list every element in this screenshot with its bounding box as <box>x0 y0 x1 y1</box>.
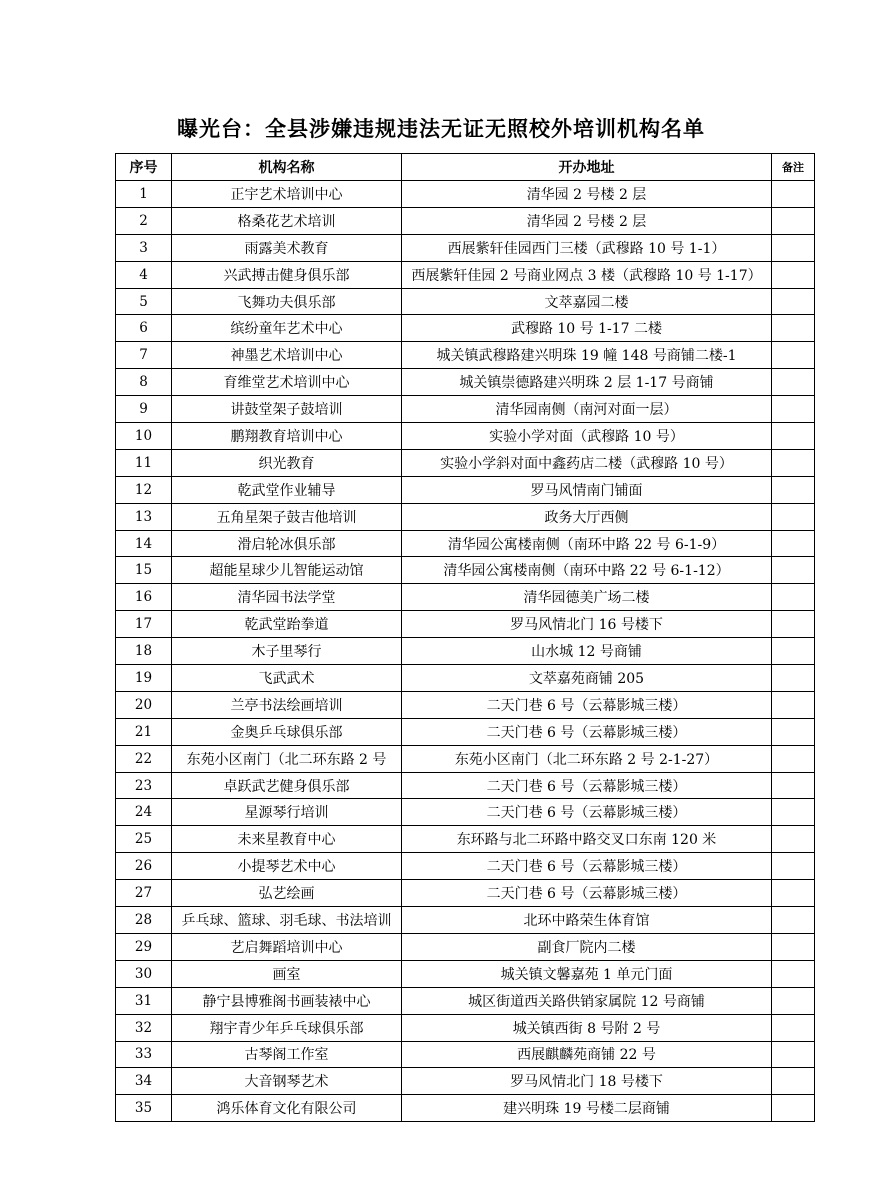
cell-serial-number: 8 <box>116 369 172 396</box>
cell-institution-name: 讲鼓堂架子鼓培训 <box>172 396 402 423</box>
table-row <box>116 557 815 584</box>
cell-note <box>772 907 815 934</box>
cell-institution-name: 超能星球少儿智能运动馆 <box>172 557 402 584</box>
cell-address: 北环中路荣生体育馆 <box>402 907 772 934</box>
cell-note <box>772 960 815 987</box>
cell-institution-name: 格桑花艺术培训 <box>172 207 402 234</box>
cell-address: 城关镇武穆路建兴明珠 19 幢 148 号商铺二楼-1 <box>402 342 772 369</box>
cell-note <box>772 826 815 853</box>
cell-note <box>772 638 815 665</box>
table-row <box>116 799 815 826</box>
cell-address: 山水城 12 号商铺 <box>402 638 772 665</box>
table-row <box>116 584 815 611</box>
cell-address: 武穆路 10 号 1-17 二楼 <box>402 315 772 342</box>
cell-address: 西展紫轩佳园 2 号商业网点 3 楼（武穆路 10 号 1-17） <box>402 261 772 288</box>
cell-note <box>772 1014 815 1041</box>
cell-institution-name: 小提琴艺术中心 <box>172 853 402 880</box>
cell-institution-name: 滑启轮冰俱乐部 <box>172 530 402 557</box>
table-row <box>116 342 815 369</box>
cell-address: 清华园德美广场二楼 <box>402 584 772 611</box>
cell-institution-name: 东苑小区南门（北二环东路 2 号 <box>172 745 402 772</box>
cell-serial-number: 21 <box>116 718 172 745</box>
table-row <box>116 1095 815 1122</box>
table-row <box>116 423 815 450</box>
cell-note <box>772 315 815 342</box>
table-row <box>116 960 815 987</box>
cell-institution-name: 织光教育 <box>172 449 402 476</box>
cell-note <box>772 611 815 638</box>
cell-note <box>772 288 815 315</box>
cell-serial-number: 5 <box>116 288 172 315</box>
cell-address: 城区街道西关路供销家属院 12 号商铺 <box>402 987 772 1014</box>
cell-note <box>772 369 815 396</box>
cell-note <box>772 476 815 503</box>
cell-address: 西展紫轩佳园西门三楼（武穆路 10 号 1-1） <box>402 234 772 261</box>
cell-serial-number: 18 <box>116 638 172 665</box>
cell-institution-name: 飞舞功夫俱乐部 <box>172 288 402 315</box>
table-row <box>116 691 815 718</box>
cell-address: 东苑小区南门（北二环东路 2 号 2-1-27） <box>402 745 772 772</box>
cell-serial-number: 33 <box>116 1041 172 1068</box>
cell-note <box>772 530 815 557</box>
cell-note <box>772 584 815 611</box>
cell-institution-name: 翔宇青少年乒乓球俱乐部 <box>172 1014 402 1041</box>
table-row <box>116 476 815 503</box>
cell-serial-number: 25 <box>116 826 172 853</box>
table-row <box>116 826 815 853</box>
table-row <box>116 718 815 745</box>
cell-note <box>772 1068 815 1095</box>
cell-note <box>772 987 815 1014</box>
cell-address: 二天门巷 6 号（云幕影城三楼） <box>402 799 772 826</box>
header-serial-number: 序号 <box>116 154 172 181</box>
cell-serial-number: 29 <box>116 933 172 960</box>
institution-table <box>115 153 815 1122</box>
cell-note <box>772 234 815 261</box>
cell-address: 罗马风情北门 16 号楼下 <box>402 611 772 638</box>
cell-serial-number: 4 <box>116 261 172 288</box>
cell-serial-number: 2 <box>116 207 172 234</box>
cell-serial-number: 26 <box>116 853 172 880</box>
cell-address: 二天门巷 6 号（云幕影城三楼） <box>402 772 772 799</box>
cell-institution-name: 缤纷童年艺术中心 <box>172 315 402 342</box>
table-row <box>116 449 815 476</box>
cell-institution-name: 弘艺绘画 <box>172 880 402 907</box>
cell-note <box>772 503 815 530</box>
cell-serial-number: 15 <box>116 557 172 584</box>
cell-address: 二天门巷 6 号（云幕影城三楼） <box>402 718 772 745</box>
table-row <box>116 369 815 396</box>
cell-note <box>772 772 815 799</box>
cell-serial-number: 7 <box>116 342 172 369</box>
cell-note <box>772 181 815 208</box>
table-row <box>116 1068 815 1095</box>
table-row <box>116 261 815 288</box>
cell-note <box>772 557 815 584</box>
cell-address: 城关镇崇德路建兴明珠 2 层 1-17 号商铺 <box>402 369 772 396</box>
cell-note <box>772 207 815 234</box>
table-row <box>116 853 815 880</box>
cell-institution-name: 鹏翔教育培训中心 <box>172 423 402 450</box>
cell-address: 清华园 2 号楼 2 层 <box>402 207 772 234</box>
cell-note <box>772 799 815 826</box>
cell-institution-name: 古琴阁工作室 <box>172 1041 402 1068</box>
cell-address: 清华园 2 号楼 2 层 <box>402 181 772 208</box>
cell-serial-number: 28 <box>116 907 172 934</box>
table-row <box>116 611 815 638</box>
cell-serial-number: 22 <box>116 745 172 772</box>
cell-serial-number: 6 <box>116 315 172 342</box>
cell-note <box>772 853 815 880</box>
cell-institution-name: 兴武搏击健身俱乐部 <box>172 261 402 288</box>
cell-note <box>772 423 815 450</box>
cell-serial-number: 1 <box>116 181 172 208</box>
header-institution-name: 机构名称 <box>172 154 402 181</box>
cell-note <box>772 718 815 745</box>
cell-address: 城关镇西街 8 号附 2 号 <box>402 1014 772 1041</box>
cell-serial-number: 12 <box>116 476 172 503</box>
cell-note <box>772 745 815 772</box>
cell-institution-name: 星源琴行培训 <box>172 799 402 826</box>
table-row <box>116 933 815 960</box>
cell-address: 二天门巷 6 号（云幕影城三楼） <box>402 691 772 718</box>
cell-institution-name: 静宁县博雅阁书画装裱中心 <box>172 987 402 1014</box>
cell-institution-name: 五角星架子鼓吉他培训 <box>172 503 402 530</box>
cell-note <box>772 1095 815 1122</box>
cell-address: 二天门巷 6 号（云幕影城三楼） <box>402 853 772 880</box>
cell-note <box>772 396 815 423</box>
cell-institution-name: 木子里琴行 <box>172 638 402 665</box>
table-row <box>116 503 815 530</box>
header-note: 备注 <box>772 154 815 181</box>
cell-note <box>772 665 815 692</box>
cell-serial-number: 11 <box>116 449 172 476</box>
cell-address: 清华园南侧（南河对面一层） <box>402 396 772 423</box>
cell-address: 清华园公寓楼南侧（南环中路 22 号 6-1-12） <box>402 557 772 584</box>
cell-serial-number: 19 <box>116 665 172 692</box>
cell-address: 清华园公寓楼南侧（南环中路 22 号 6-1-9） <box>402 530 772 557</box>
cell-note <box>772 342 815 369</box>
cell-serial-number: 32 <box>116 1014 172 1041</box>
table-row <box>116 530 815 557</box>
cell-serial-number: 24 <box>116 799 172 826</box>
cell-address: 罗马风情南门铺面 <box>402 476 772 503</box>
cell-institution-name: 鸿乐体育文化有限公司 <box>172 1095 402 1122</box>
table-row <box>116 880 815 907</box>
cell-institution-name: 兰亭书法绘画培训 <box>172 691 402 718</box>
cell-serial-number: 14 <box>116 530 172 557</box>
cell-institution-name: 乾武堂作业辅导 <box>172 476 402 503</box>
page-title: 曝光台：全县涉嫌违规违法无证无照校外培训机构名单 <box>177 117 705 141</box>
cell-institution-name: 卓跃武艺健身俱乐部 <box>172 772 402 799</box>
table-row <box>116 1041 815 1068</box>
table-row <box>116 288 815 315</box>
cell-address: 东环路与北二环路中路交叉口东南 120 米 <box>402 826 772 853</box>
cell-address: 西展麒麟苑商铺 22 号 <box>402 1041 772 1068</box>
header-address: 开办地址 <box>402 154 772 181</box>
cell-serial-number: 17 <box>116 611 172 638</box>
table-row <box>116 665 815 692</box>
cell-serial-number: 13 <box>116 503 172 530</box>
cell-institution-name: 画室 <box>172 960 402 987</box>
cell-address: 文萃嘉苑商铺 205 <box>402 665 772 692</box>
cell-note <box>772 1041 815 1068</box>
cell-address: 文萃嘉园二楼 <box>402 288 772 315</box>
cell-address: 城关镇文馨嘉苑 1 单元门面 <box>402 960 772 987</box>
cell-address: 实验小学对面（武穆路 10 号） <box>402 423 772 450</box>
table-row <box>116 907 815 934</box>
cell-address: 建兴明珠 19 号楼二层商铺 <box>402 1095 772 1122</box>
table-row <box>116 638 815 665</box>
table-row <box>116 315 815 342</box>
cell-institution-name: 清华园书法学堂 <box>172 584 402 611</box>
cell-note <box>772 261 815 288</box>
cell-serial-number: 9 <box>116 396 172 423</box>
table-row <box>116 396 815 423</box>
table-row <box>116 1014 815 1041</box>
cell-institution-name: 飞武武术 <box>172 665 402 692</box>
cell-institution-name: 未来星教育中心 <box>172 826 402 853</box>
cell-institution-name: 艺启舞蹈培训中心 <box>172 933 402 960</box>
cell-serial-number: 23 <box>116 772 172 799</box>
table-row <box>116 181 815 208</box>
cell-institution-name: 乾武堂跆拳道 <box>172 611 402 638</box>
cell-address: 副食厂院内二楼 <box>402 933 772 960</box>
table-row <box>116 772 815 799</box>
cell-serial-number: 20 <box>116 691 172 718</box>
cell-institution-name: 神墨艺术培训中心 <box>172 342 402 369</box>
cell-institution-name: 大音钢琴艺术 <box>172 1068 402 1095</box>
cell-address: 二天门巷 6 号（云幕影城三楼） <box>402 880 772 907</box>
cell-note <box>772 933 815 960</box>
cell-note <box>772 880 815 907</box>
table-row <box>116 745 815 772</box>
cell-serial-number: 10 <box>116 423 172 450</box>
table-header-row <box>116 154 815 181</box>
cell-note <box>772 449 815 476</box>
table-row <box>116 207 815 234</box>
cell-institution-name: 金奥乒乓球俱乐部 <box>172 718 402 745</box>
cell-serial-number: 30 <box>116 960 172 987</box>
cell-serial-number: 31 <box>116 987 172 1014</box>
cell-serial-number: 3 <box>116 234 172 261</box>
table-row <box>116 987 815 1014</box>
cell-note <box>772 691 815 718</box>
cell-serial-number: 16 <box>116 584 172 611</box>
cell-address: 实验小学斜对面中鑫药店二楼（武穆路 10 号） <box>402 449 772 476</box>
table-body <box>116 181 815 1122</box>
cell-address: 政务大厅西侧 <box>402 503 772 530</box>
cell-institution-name: 乒乓球、篮球、羽毛球、书法培训 <box>172 907 402 934</box>
cell-institution-name: 正宇艺术培训中心 <box>172 181 402 208</box>
cell-serial-number: 35 <box>116 1095 172 1122</box>
cell-address: 罗马风情北门 18 号楼下 <box>402 1068 772 1095</box>
table-row <box>116 234 815 261</box>
cell-institution-name: 雨露美术教育 <box>172 234 402 261</box>
cell-serial-number: 34 <box>116 1068 172 1095</box>
cell-serial-number: 27 <box>116 880 172 907</box>
cell-institution-name: 育维堂艺术培训中心 <box>172 369 402 396</box>
